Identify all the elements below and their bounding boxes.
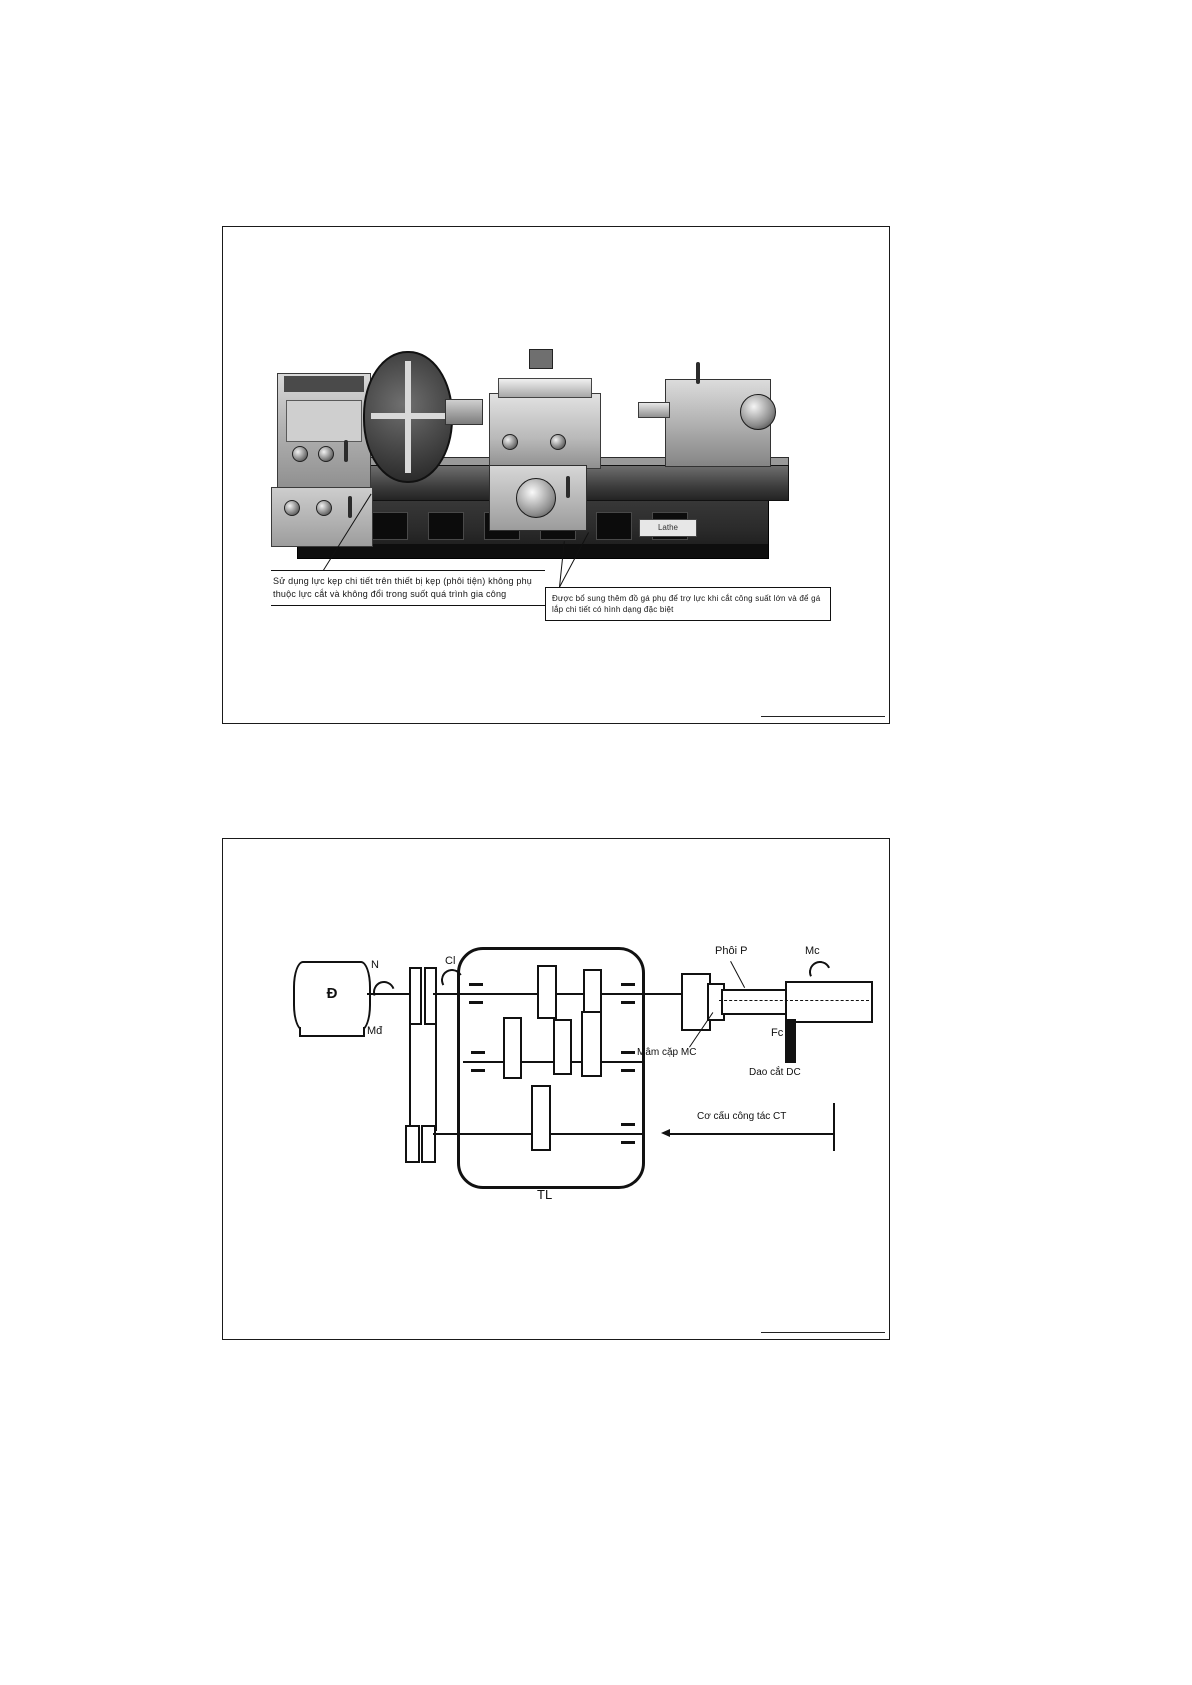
drive-belt [409, 1021, 437, 1131]
cut-torque-label: Mc [805, 945, 820, 957]
callout-left-text: Sử dụng lực kẹp chi tiết trên thiết bị kẹp (phôi tiện) không phụ thuộc lực cắt và không đổi trong suốt quá trình gia công [271, 570, 545, 606]
tailstock-quill [638, 402, 670, 418]
headstock-cover [284, 376, 364, 392]
gear-c1 [531, 1085, 551, 1151]
pulley-upper-a [409, 967, 422, 1025]
faceplate-chuck [363, 351, 453, 483]
steady-rest-wheel [516, 478, 556, 518]
feed-knob [318, 446, 334, 462]
gearbox-label: TL [537, 1187, 553, 1202]
base-cutout [372, 512, 408, 540]
tool-post [529, 349, 553, 369]
steady-rest-lever [566, 476, 570, 498]
feed-mechanism-label: Cơ cấu công tác CT [697, 1111, 787, 1122]
cut-force-label: Fc [771, 1027, 784, 1039]
bearing [471, 1069, 485, 1072]
kinematic-diagram [249, 939, 867, 1239]
control-lever [344, 440, 348, 462]
bearing [469, 983, 483, 986]
gear-a1 [537, 965, 557, 1019]
lathe-machine-photo [267, 337, 837, 567]
pulley-lower-a [405, 1125, 420, 1163]
speed-knob [292, 446, 308, 462]
motor-body [293, 961, 371, 1031]
cutting-tool-DC [785, 1019, 796, 1063]
bearing [621, 1141, 635, 1144]
apron-gearbox [271, 487, 373, 547]
motor-base [299, 1027, 365, 1037]
pulley-lower-b [421, 1125, 436, 1163]
workpiece-axis-dash [719, 1000, 869, 1001]
feed-reference-line [833, 1103, 835, 1151]
carriage-handwheel [502, 434, 518, 450]
kinematic-diagram-slide [222, 838, 890, 1340]
base-cutout [428, 512, 464, 540]
pulley-upper-b [424, 967, 437, 1025]
carriage-handwheel [550, 434, 566, 450]
bearing [621, 983, 635, 986]
motor-speed-label: N [371, 959, 379, 971]
feed-arrow-icon [661, 1129, 670, 1137]
apron-knob [316, 500, 332, 516]
tool-label: Dao cắt DC [749, 1067, 801, 1078]
workpiece-label: Phôi P [715, 945, 748, 957]
gear-b2 [553, 1019, 572, 1075]
lathe-photo-slide [222, 226, 890, 724]
motor-torque-label: Mđ [367, 1025, 383, 1037]
tailstock [665, 379, 771, 467]
bearing [621, 1123, 635, 1126]
rotation-arrow-icon [369, 977, 398, 1006]
slide-footer-rule [761, 1332, 885, 1333]
base-cutout [596, 512, 632, 540]
tailstock-handwheel [740, 394, 776, 430]
bearing [469, 1001, 483, 1004]
motor-label: Đ [326, 985, 338, 1002]
gear-b3 [581, 1011, 602, 1077]
workpiece-step [785, 981, 873, 1023]
gear-b1 [503, 1017, 522, 1079]
feed-direction-line [669, 1133, 833, 1135]
faceplate-slot [405, 361, 411, 473]
steady-rest [489, 465, 587, 531]
machine-badge: Lathe [639, 519, 697, 537]
apron-knob [284, 500, 300, 516]
callout-right-text: Được bổ sung thêm đồ gá phụ để trợ lực khi cắt công suất lớn và để gá lắp chi tiết có hình dạng đặc biệt [545, 587, 831, 621]
spindle-nose [445, 399, 483, 425]
bearing [471, 1051, 485, 1054]
headstock [277, 373, 371, 495]
cross-slide [498, 378, 592, 398]
chuck-label: Mâm cặp MC [637, 1047, 697, 1058]
slide-footer-rule [761, 716, 885, 717]
tailstock-lock-lever [696, 362, 700, 384]
bearing [621, 1069, 635, 1072]
headstock-control-panel [286, 400, 362, 442]
workpiece-leader [730, 961, 745, 988]
bearing [621, 1051, 635, 1054]
apron-lever [348, 496, 352, 518]
clutch-label: Cl [445, 955, 456, 967]
carriage-compound-slide [489, 393, 601, 469]
bearing [621, 1001, 635, 1004]
